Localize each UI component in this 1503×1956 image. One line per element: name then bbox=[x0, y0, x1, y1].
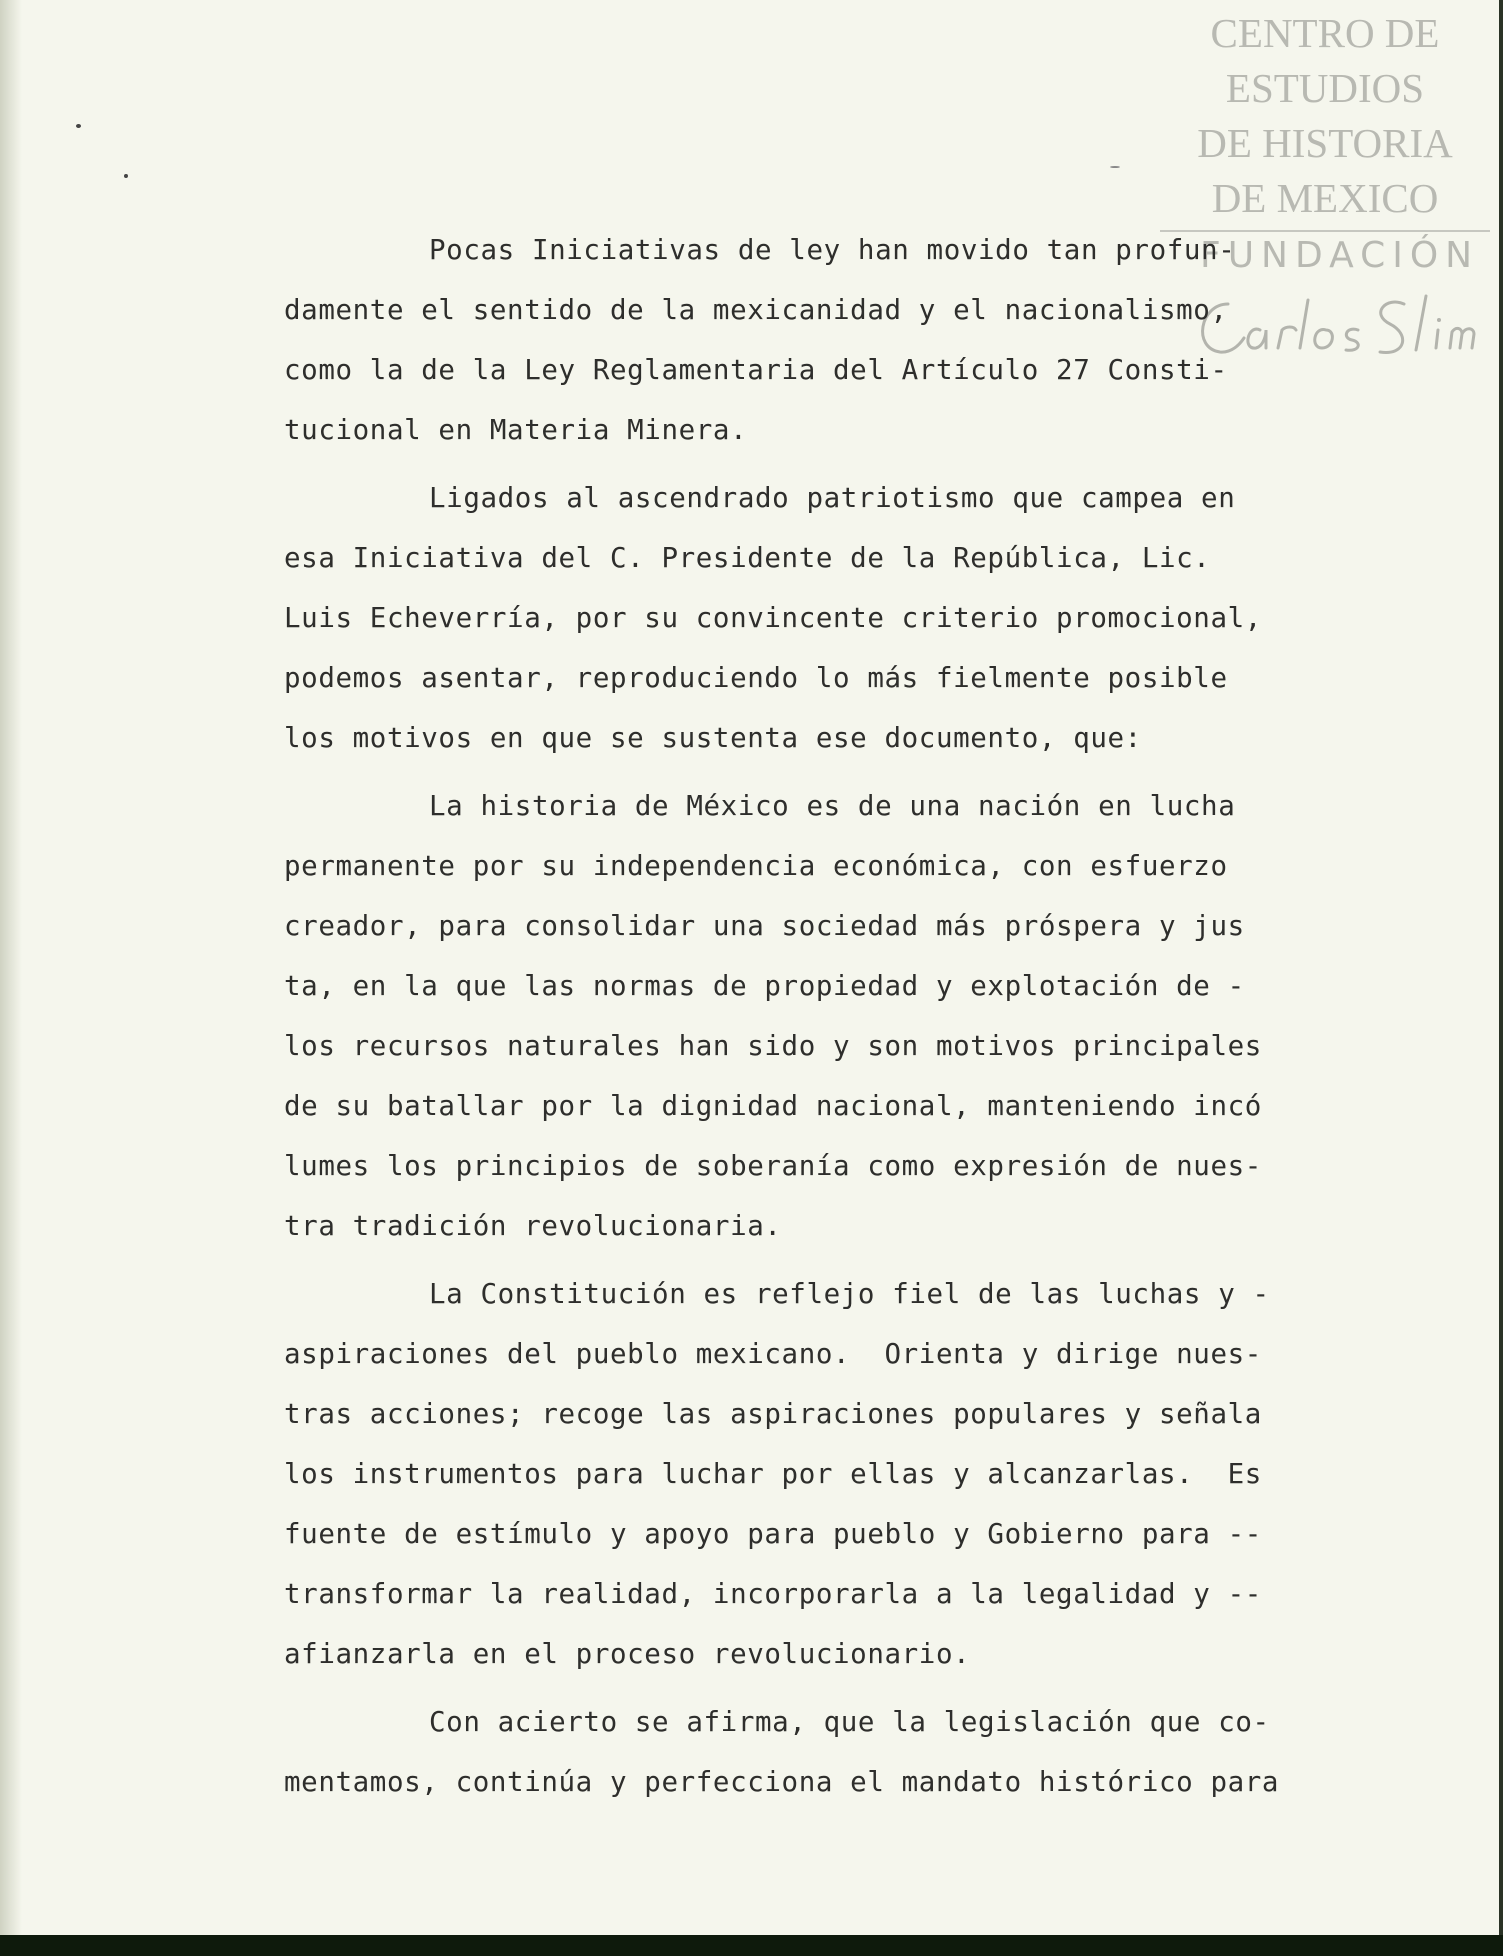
text-line: ta, en la que las normas de propiedad y explotación de - bbox=[284, 970, 1245, 1002]
text-line: tra tradición revolucionaria. bbox=[284, 1210, 782, 1242]
text-line: damente el sentido de la mexicanidad y el nacionalismo, bbox=[284, 294, 1228, 326]
text-line: permanente por su independencia económica, con esfuerzo bbox=[284, 850, 1228, 882]
text-line: tras acciones; recoge las aspiraciones populares y señala bbox=[284, 1398, 1262, 1430]
paragraph bbox=[284, 1264, 1394, 1684]
watermark-line: CENTRO DE bbox=[1210, 10, 1440, 56]
text-line: de su batallar por la dignidad nacional, manteniendo incó bbox=[284, 1090, 1262, 1122]
text-line: aspiraciones del pueblo mexicano. Orienta y dirige nues- bbox=[284, 1338, 1262, 1370]
text-line: transformar la realidad, incorporarla a la legalidad y -- bbox=[284, 1578, 1262, 1610]
text-line: La Constitución es reflejo fiel de las luchas y - bbox=[429, 1278, 1270, 1310]
document-body bbox=[284, 220, 1394, 1820]
ink-speck bbox=[1110, 166, 1120, 168]
text-line: podemos asentar, reproduciendo lo más fielmente posible bbox=[284, 662, 1228, 694]
text-line: los recursos naturales han sido y son motivos principales bbox=[284, 1030, 1262, 1062]
text-line: Con acierto se afirma, que la legislación que co- bbox=[429, 1706, 1270, 1738]
watermark-line: DE MEXICO bbox=[1211, 175, 1439, 221]
page-edge-shadow bbox=[0, 0, 22, 1935]
text-line: Pocas Iniciativas de ley han movido tan profun- bbox=[429, 234, 1236, 266]
watermark-line: DE HISTORIA bbox=[1197, 120, 1453, 166]
text-line: La historia de México es de una nación en lucha bbox=[429, 790, 1236, 822]
text-line: Luis Echeverría, por su convincente criterio promocional, bbox=[284, 602, 1262, 634]
text-line: creador, para consolidar una sociedad más próspera y jus bbox=[284, 910, 1245, 942]
text-line: como la de la Ley Reglamentaria del Artículo 27 Consti- bbox=[284, 354, 1228, 386]
text-line: los instrumentos para luchar por ellas y alcanzarlas. Es bbox=[284, 1458, 1262, 1490]
text-line: fuente de estímulo y apoyo para pueblo y Gobierno para -- bbox=[284, 1518, 1262, 1550]
text-line: los motivos en que se sustenta ese documento, que: bbox=[284, 722, 1142, 754]
ink-speck bbox=[124, 174, 128, 178]
paragraph bbox=[284, 776, 1394, 1256]
paragraph bbox=[284, 468, 1394, 768]
text-line: Ligados al ascendrado patriotismo que campea en bbox=[429, 482, 1236, 514]
text-line: esa Iniciativa del C. Presidente de la República, Lic. bbox=[284, 542, 1211, 574]
text-line: tucional en Materia Minera. bbox=[284, 414, 748, 446]
paragraph bbox=[284, 220, 1394, 460]
paragraph bbox=[284, 1692, 1394, 1812]
text-line: afianzarla en el proceso revolucionario. bbox=[284, 1638, 971, 1670]
ink-speck bbox=[76, 124, 81, 128]
text-line: lumes los principios de soberanía como expresión de nues- bbox=[284, 1150, 1262, 1182]
watermark-line: ESTUDIOS bbox=[1225, 65, 1425, 111]
watermark-foundation: FUNDACIÓN bbox=[1200, 235, 1480, 276]
text-line: mentamos, continúa y perfecciona el mandato histórico para bbox=[284, 1766, 1280, 1798]
